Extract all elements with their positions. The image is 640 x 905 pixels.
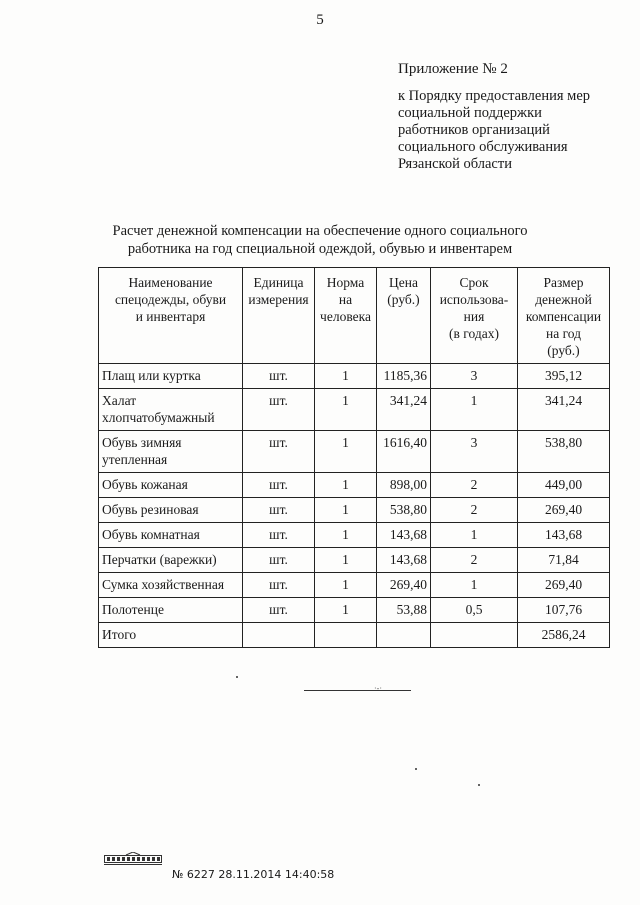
header-name: Наименование спецодежды, обуви и инвентаря [99, 268, 243, 364]
cell-empty [431, 623, 518, 648]
cell-price: 341,24 [377, 389, 431, 431]
header-norm: Норма на человека [315, 268, 377, 364]
scan-dot [236, 676, 238, 678]
cell-norm: 1 [315, 431, 377, 473]
table-row [99, 598, 610, 623]
cell-term: 3 [431, 431, 518, 473]
cell-price: 1185,36 [377, 364, 431, 389]
table-total-row [99, 623, 610, 648]
table-row [99, 523, 610, 548]
total-label: Итого [99, 623, 243, 648]
header-compensation: Размер денежной компенсации на год (руб.) [518, 268, 610, 364]
cell-price: 898,00 [377, 473, 431, 498]
table-row [99, 473, 610, 498]
cell-term: 3 [431, 364, 518, 389]
cell-norm: 1 [315, 498, 377, 523]
cell-empty [315, 623, 377, 648]
cell-name: Сумка хозяйственная [99, 573, 243, 598]
table-row [99, 548, 610, 573]
table-header-row [99, 268, 610, 364]
total-compensation: 2586,24 [518, 623, 610, 648]
table-row [99, 364, 610, 389]
cell-price: 538,80 [377, 498, 431, 523]
cell-name: Обувь кожаная [99, 473, 243, 498]
cell-term: 1 [431, 573, 518, 598]
cell-compensation: 538,80 [518, 431, 610, 473]
cell-price: 143,68 [377, 548, 431, 573]
cell-unit: шт. [243, 523, 315, 548]
cell-term: 2 [431, 548, 518, 573]
cell-term: 2 [431, 473, 518, 498]
cell-name: Плащ или куртка [99, 364, 243, 389]
cell-name: Перчатки (варежки) [99, 548, 243, 573]
cell-norm: 1 [315, 364, 377, 389]
cell-term: 2 [431, 498, 518, 523]
cell-price: 53,88 [377, 598, 431, 623]
cell-price: 269,40 [377, 573, 431, 598]
cell-compensation: 143,68 [518, 523, 610, 548]
cell-compensation: 71,84 [518, 548, 610, 573]
cell-unit: шт. [243, 473, 315, 498]
header-term: Срок использова- ния (в годах) [431, 268, 518, 364]
title-line: работника на год специальной одеждой, обувью и инвентарем [127, 241, 513, 257]
scan-mark: ·-· [374, 684, 382, 693]
cell-empty [377, 623, 431, 648]
appendix-line: Рязанской области [398, 156, 512, 172]
scan-dot [415, 768, 417, 770]
cell-term: 1 [431, 389, 518, 431]
table-row [99, 498, 610, 523]
appendix-reference [398, 88, 590, 173]
cell-name: Полотенце [99, 598, 243, 623]
header-price: Цена (руб.) [377, 268, 431, 364]
compensation-table [98, 267, 610, 648]
cell-unit: шт. [243, 573, 315, 598]
closing-line [304, 690, 411, 691]
table-row [99, 431, 610, 473]
cell-compensation: 269,40 [518, 573, 610, 598]
appendix-title: Приложение № 2 [398, 61, 508, 77]
table-row [99, 389, 610, 431]
cell-norm: 1 [315, 573, 377, 598]
cell-empty [243, 623, 315, 648]
cell-unit: шт. [243, 598, 315, 623]
cell-compensation: 269,40 [518, 498, 610, 523]
title-line: Расчет денежной компенсации на обеспечение одного социального [112, 223, 528, 239]
cell-compensation: 107,76 [518, 598, 610, 623]
appendix-line: работников организаций [398, 122, 550, 138]
cell-compensation: 341,24 [518, 389, 610, 431]
cell-price: 143,68 [377, 523, 431, 548]
registration-number: № 6227 28.11.2014 14:40:58 [172, 868, 335, 881]
appendix-line: социального обслуживания [398, 139, 568, 155]
scan-dot [478, 784, 480, 786]
cell-name: Халат хлопчатобумажный [99, 389, 243, 431]
cell-unit: шт. [243, 389, 315, 431]
header-unit: Единица измерения [243, 268, 315, 364]
cell-norm: 1 [315, 473, 377, 498]
cell-name: Обувь резиновая [99, 498, 243, 523]
cell-norm: 1 [315, 523, 377, 548]
cell-name: Обувь зимняя утепленная [99, 431, 243, 473]
cell-name: Обувь комнатная [99, 523, 243, 548]
table-row [99, 573, 610, 598]
page-number: 5 [316, 12, 324, 28]
cell-unit: шт. [243, 498, 315, 523]
document-title [0, 222, 640, 258]
registry-stamp-icon [104, 852, 162, 866]
cell-term: 0,5 [431, 598, 518, 623]
cell-norm: 1 [315, 389, 377, 431]
cell-price: 1616,40 [377, 431, 431, 473]
cell-norm: 1 [315, 598, 377, 623]
cell-unit: шт. [243, 364, 315, 389]
appendix-line: к Порядку предоставления мер [398, 88, 591, 104]
cell-compensation: 395,12 [518, 364, 610, 389]
cell-unit: шт. [243, 548, 315, 573]
cell-compensation: 449,00 [518, 473, 610, 498]
appendix-line: социальной поддержки [398, 105, 542, 121]
cell-norm: 1 [315, 548, 377, 573]
cell-term: 1 [431, 523, 518, 548]
cell-unit: шт. [243, 431, 315, 473]
